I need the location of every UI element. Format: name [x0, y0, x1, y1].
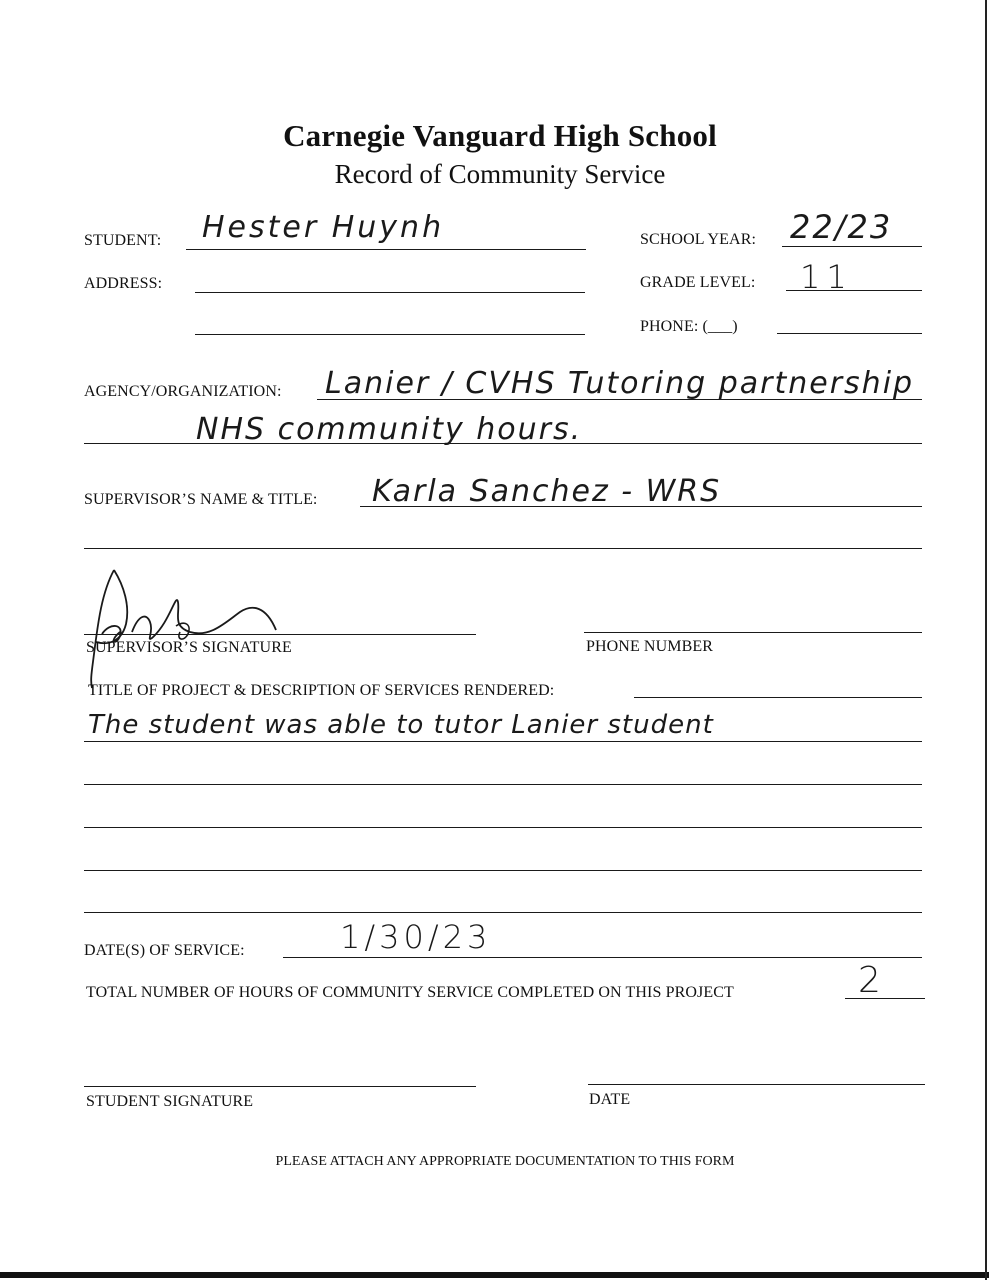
- project-title-label: TITLE OF PROJECT & DESCRIPTION OF SERVICES RENDERED:: [88, 682, 555, 699]
- dates-of-service-line: [283, 957, 922, 958]
- total-hours-line: [845, 998, 925, 999]
- project-title-line[interactable]: [634, 697, 922, 698]
- agency-label: AGENCY/ORGANIZATION:: [84, 383, 282, 400]
- agency-value-line-1[interactable]: Lanier / CVHS Tutoring partnership: [325, 366, 915, 401]
- dates-of-service-value[interactable]: 1/30/23: [340, 918, 492, 956]
- phone-label: PHONE: (___): [640, 318, 738, 335]
- dates-of-service-label: DATE(S) OF SERVICE:: [84, 942, 245, 959]
- attach-documentation-note: PLEASE ATTACH ANY APPROPRIATE DOCUMENTATION TO THIS FORM: [275, 1154, 735, 1169]
- student-label: STUDENT:: [84, 232, 162, 249]
- date-line[interactable]: [588, 1084, 925, 1085]
- description-line-2[interactable]: [84, 784, 922, 785]
- scan-edge-right: [985, 0, 987, 1280]
- address-line-2[interactable]: [195, 334, 585, 335]
- description-line-4[interactable]: [84, 870, 922, 871]
- school-year-label: SCHOOL YEAR:: [640, 231, 757, 248]
- student-value[interactable]: Hester Huynh: [202, 210, 445, 245]
- supervisor-signature-label: SUPERVISOR’S SIGNATURE: [86, 639, 292, 656]
- phone-line[interactable]: [777, 333, 922, 334]
- description-line-3[interactable]: [84, 827, 922, 828]
- grade-level-label: GRADE LEVEL:: [640, 274, 756, 291]
- total-hours-value[interactable]: 2: [858, 960, 882, 1001]
- school-year-value[interactable]: 22/23: [790, 208, 893, 246]
- supervisor-phone-line[interactable]: [584, 632, 922, 633]
- supervisor-extra-line[interactable]: [84, 548, 922, 549]
- grade-level-value[interactable]: 11: [800, 258, 853, 296]
- student-signature-line[interactable]: [84, 1086, 476, 1087]
- school-year-line: [782, 246, 922, 247]
- supervisor-signature-drawing: [80, 562, 290, 692]
- address-line-1[interactable]: [195, 292, 585, 293]
- description-value[interactable]: The student was able to tutor Lanier student: [88, 710, 714, 740]
- address-label: ADDRESS:: [84, 275, 163, 292]
- description-line-1: [84, 741, 922, 742]
- student-line: [186, 249, 586, 250]
- school-name: Carnegie Vanguard High School: [283, 118, 717, 153]
- student-signature-label: STUDENT SIGNATURE: [86, 1093, 254, 1110]
- supervisor-name-label: SUPERVISOR’S NAME & TITLE:: [84, 491, 318, 508]
- supervisor-name-value[interactable]: Karla Sanchez - WRS: [372, 474, 722, 509]
- description-line-5[interactable]: [84, 912, 922, 913]
- form-title: Record of Community Service: [334, 159, 666, 189]
- scan-edge-bottom: [0, 1272, 989, 1278]
- agency-value-line-2[interactable]: NHS community hours.: [196, 412, 583, 447]
- phone-number-label: PHONE NUMBER: [586, 638, 713, 655]
- date-label: DATE: [589, 1091, 631, 1108]
- total-hours-label: TOTAL NUMBER OF HOURS OF COMMUNITY SERVICE COMPLETED ON THIS PROJECT: [86, 984, 734, 1001]
